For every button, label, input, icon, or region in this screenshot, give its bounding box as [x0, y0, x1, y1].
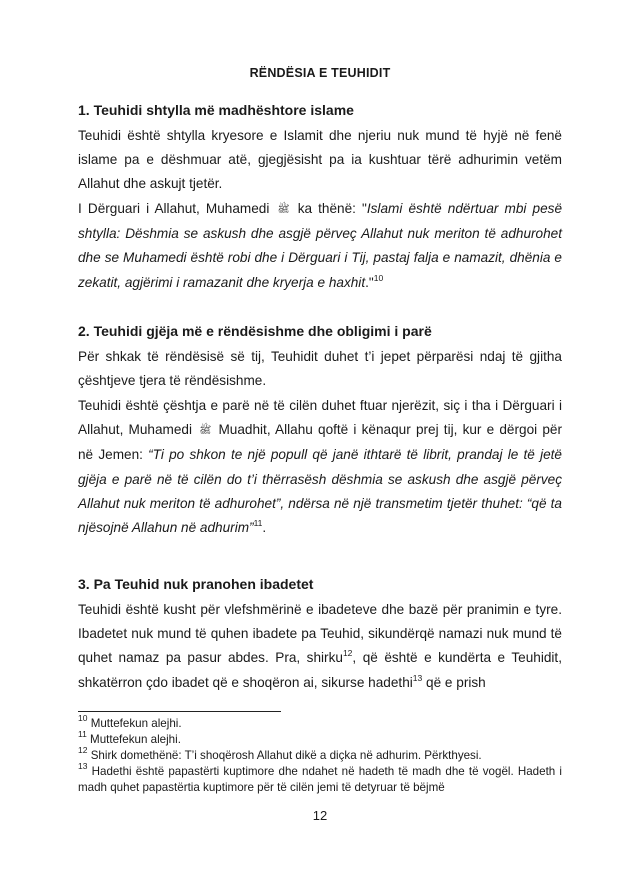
salawat-glyph-icon: ﷺ: [277, 204, 290, 215]
footnote-text: Muttefekun alejhi.: [87, 717, 182, 730]
text-run: , që është e kundërta e Teuhidit, shkatërron çdo ibadet që e shoqëron ai, sikurse hadethi: [78, 650, 562, 690]
salawat-glyph-icon: ﷺ: [199, 425, 212, 437]
footnote-ref: 11: [253, 518, 263, 529]
hadith-quote: Islami është ndërtuar mbi pesë shtylla: Dëshmia se askush dhe asgjë përveç Allahut nuk meriton të adhurohet dhe se Muhamedi është robi dhe i Dërguari i Tij, pastaj falja e namazit, dhënia e zekatit, agjërimi i ramazanit dhe kryerja e haxhit: [78, 201, 563, 290]
footnote-divider: [78, 711, 281, 712]
footnote-number: 12: [78, 745, 88, 755]
footnote-text: Shirk domethënë: T’i shoqërosh Allahut dikë a diçka në adhurim. Përkthyesi.: [87, 749, 482, 762]
footnote-ref: 13: [412, 672, 423, 683]
text-run: Teuhidi është çështja e parë në të cilën duhet ftuar njerëzit, siç i tha i Dërguari i Allahut, Muhamedi: [78, 398, 562, 438]
section-2-heading: 2. Teuhidi gjëja më e rëndësishme dhe obligimi i parë: [78, 323, 432, 339]
footnote-number: 10: [78, 713, 88, 723]
text-run: që e prish: [422, 674, 486, 690]
footnote-number: 13: [78, 761, 88, 771]
footnote-text: Muttefekun alejhi.: [86, 733, 181, 746]
footnote-10: [78, 713, 562, 732]
hadith-quote: “Ti po shkon te një popull që janë ithtarë të librit, prandaj le të jetë gjëja e parë në të cilën do t’i thërrasësh dëshmia se askush dhe asgjë përveç Allahut nuk meriton të adhurohet”, ndërsa në një transmetim tjetër thuhet: “që ta njësojnë Allahun në adhurim”: [78, 447, 562, 536]
footnote-13: [78, 761, 562, 797]
section-2-paragraph-1: Për shkak të rëndësisë së tij, Teuhidit duhet t’i jepet përparësi ndaj të gjitha çështjeve tjera të rëndësishme.: [78, 349, 562, 389]
text-run: .: [262, 520, 267, 536]
section-1-paragraph-1: Teuhidi është shtylla kryesore e Islamit dhe njeriu nuk mund të hyjë në fenë islame pa e dëshmuar atë, gjegjësisht pa ia kushtuar tërë adhurimin vetëm Allahut dhe askujt tjetër.: [78, 128, 562, 192]
footnote-ref: 10: [373, 272, 384, 283]
footnote-11: [78, 729, 562, 748]
text-run: Teuhidi është kusht për vlefshmërinë e ibadeteve dhe bazë për pranimin e tyre. Ibadetet nuk mund të quhen ibadete pa Teuhid, sikundërqë namazi nuk mund të quhet namaz pa pasur abdes. Pra, shirku: [78, 602, 562, 666]
text-run: I Dërguari i Allahut, Muhamedi: [78, 201, 270, 216]
footnote-number: 11: [78, 729, 87, 739]
page-title: RËNDËSIA E TEUHIDIT: [249, 66, 391, 80]
footnote-12: [78, 745, 562, 764]
text-run: ka thënë: ": [297, 201, 367, 216]
section-1-heading: 1. Teuhidi shtylla më madhështore islame: [78, 102, 354, 118]
section-2-paragraph-2: [78, 394, 562, 540]
footnote-text: Hadethi është papastërti kuptimore dhe ndahet në hadeth të madh dhe të vogël. Hadeth i madh quhet papastërtia kuptimore për të cilën jemi të detyruar të bëjmë: [78, 765, 562, 795]
footnote-ref: 12: [342, 648, 353, 659]
page-number: 12: [312, 808, 328, 823]
section-3-paragraph-1: [78, 598, 562, 695]
section-1-paragraph-2: [78, 197, 562, 295]
text-run: Muadhit, Allahu qoftë i kënaqur prej tij, kur e dërgoi për në Jemen:: [78, 422, 562, 463]
section-3-heading: 3. Pa Teuhid nuk pranohen ibadetet: [78, 576, 314, 592]
text-run: .": [365, 274, 374, 290]
